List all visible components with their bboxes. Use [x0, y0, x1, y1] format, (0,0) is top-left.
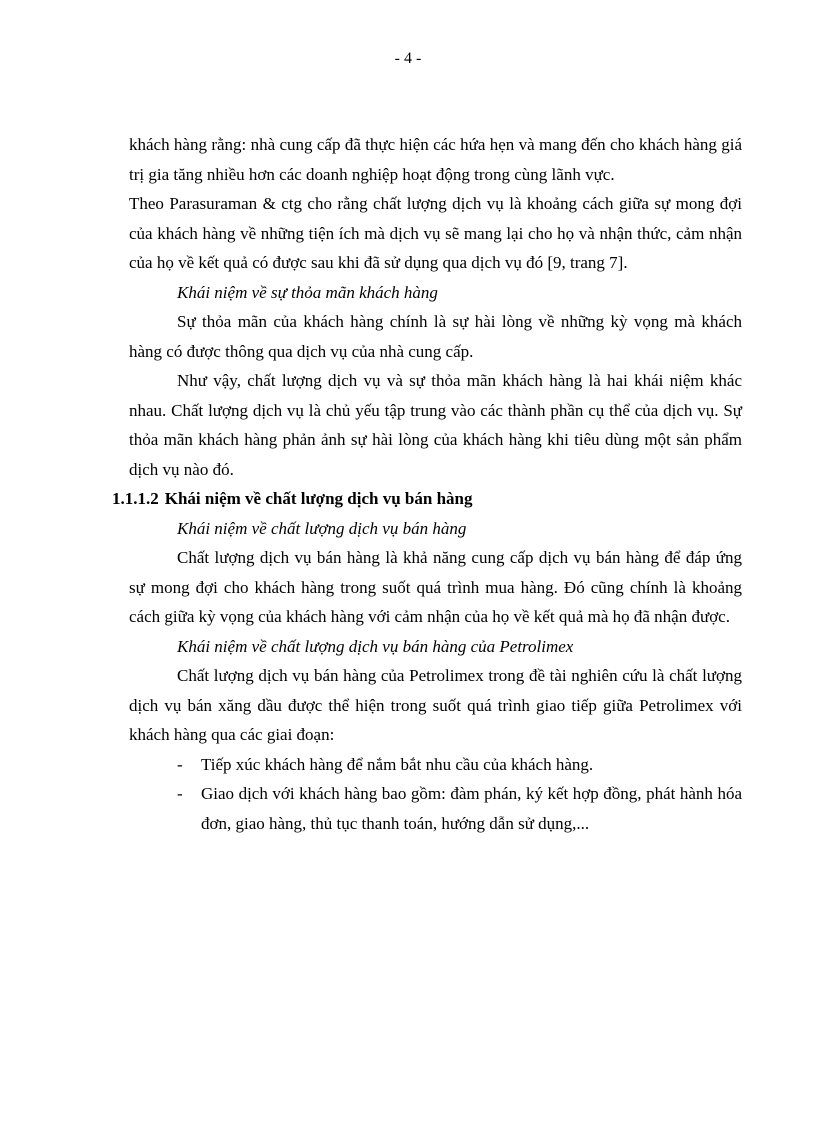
- section-heading: [112, 484, 742, 514]
- list-item: [129, 779, 742, 838]
- subheading-sales-service-quality: Khái niệm về chất lượng dịch vụ bán hàng: [177, 518, 467, 538]
- list-item: [129, 750, 742, 780]
- document-body: [112, 130, 742, 838]
- bullet-marker: -: [177, 784, 183, 803]
- section-number: 1.1.1.2: [112, 489, 159, 508]
- bullet-text: Tiếp xúc khách hàng để nắm bắt nhu cầu của khách hàng.: [201, 754, 594, 774]
- bullet-marker: -: [177, 754, 183, 774]
- paragraph-2: Theo Parasuraman & ctg cho rằng chất lượng dịch vụ là khoảng cách giữa sự mong đợi của khách hàng về những tiện ích mà dịch vụ sẽ mang lại cho họ và nhận thức, cảm nhận của họ về kết quả có được sau khi đã sử dụng qua dịch vụ đó [9, trang 7].: [129, 194, 742, 272]
- subheading-customer-satisfaction: Khái niệm về sự thỏa mãn khách hàng: [177, 282, 438, 302]
- paragraph-6: Chất lượng dịch vụ bán hàng của Petrolimex trong đề tài nghiên cứu là chất lượng dịch vụ bán xăng dầu được thể hiện trong suốt quá trình giao tiếp giữa Petrolimex với khách hàng qua các giai đoạn:: [129, 666, 742, 744]
- paragraph-1: khách hàng rằng: nhà cung cấp đã thực hiện các hứa hẹn và mang đến cho khách hàng giá trị gia tăng nhiều hơn các doanh nghiệp hoạt động trong cùng lãnh vực.: [129, 135, 742, 184]
- paragraph-4: Như vậy, chất lượng dịch vụ và sự thỏa mãn khách hàng là hai khái niệm khác nhau. Chất lượng dịch vụ là chủ yếu tập trung vào các thành phần cụ thể của dịch vụ. Sự thỏa mãn khách hàng phản ảnh sự hài lòng của khách hàng khi tiêu dùng một sản phẩm dịch vụ nào đó.: [129, 371, 742, 479]
- subheading-petrolimex-quality: Khái niệm về chất lượng dịch vụ bán hàng của Petrolimex: [177, 636, 574, 656]
- page-number: - 4 -: [394, 50, 422, 67]
- paragraph-5: Chất lượng dịch vụ bán hàng là khả năng cung cấp dịch vụ bán hàng để đáp ứng sự mong đợi cho khách hàng trong suốt quá trình mua hàng. Đó cũng chính là khoảng cách giữa kỳ vọng của khách hàng với cảm nhận của họ về kết quả mà họ đã nhận được.: [129, 548, 742, 626]
- section-title: Khái niệm về chất lượng dịch vụ bán hàng: [164, 489, 473, 508]
- bullet-list: [129, 750, 742, 839]
- bullet-text: Giao dịch với khách hàng bao gồm: đàm phán, ký kết hợp đồng, phát hành hóa đơn, giao hàng, thủ tục thanh toán, hướng dẫn sử dụng,...: [201, 784, 742, 833]
- paragraph-3: Sự thỏa mãn của khách hàng chính là sự hài lòng về những kỳ vọng mà khách hàng có được thông qua dịch vụ của nhà cung cấp.: [129, 312, 742, 361]
